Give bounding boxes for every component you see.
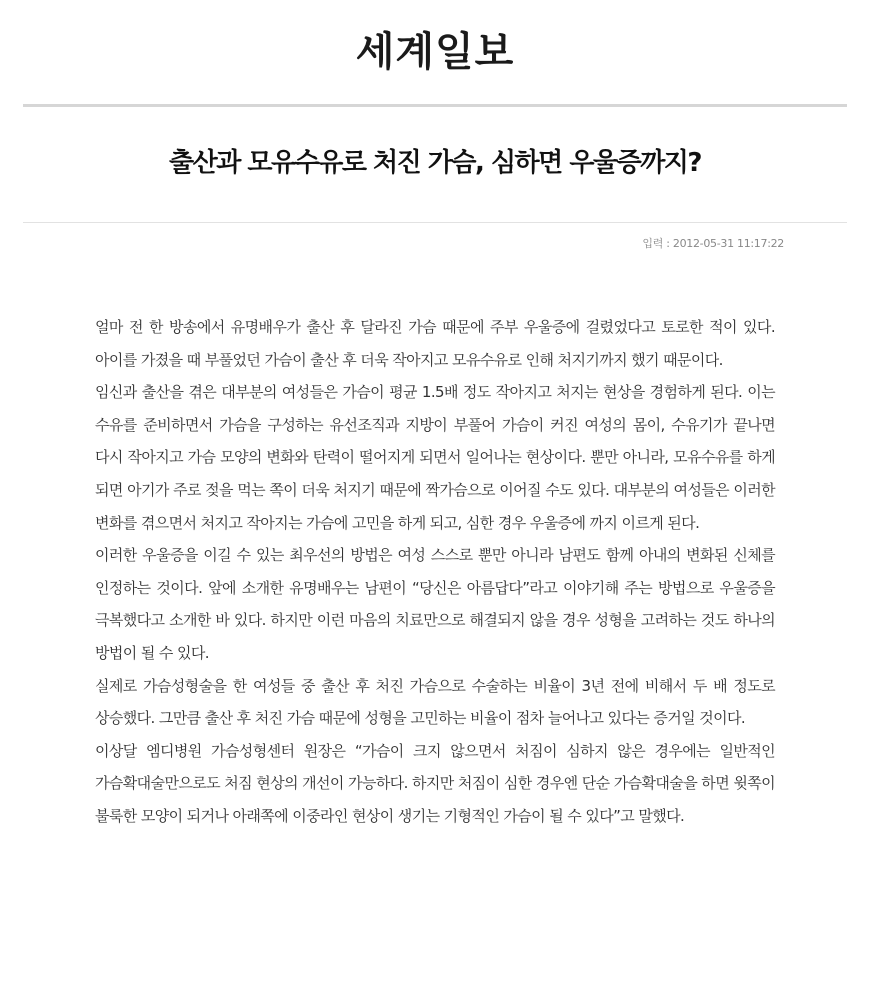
article-paragraph: 임신과 출산을 겪은 대부분의 여성들은 가슴이 평균 1.5배 정도 작아지고 처지는 현상을 경험하게 된다. 이는 수유를 준비하면서 가슴을 구성하는 유선조직과 지방이 부풀어 가슴이 커진 여성의 몸이, 수유기가 끝나면 다시 작아지고 가슴 모양의 변화와 탄력이 떨어지게 되면서 일어나는 현상이다. 뿐만 아니라, 모유수유를 하게 되면 아기가 주로 젖을 먹는 쪽이 더욱 처지기 때문에 짝가슴으로 이어질 수도 있다. 대부분의 여성들은 이러한 변화를 겪으면서 처지고 작아지는 가슴에 고민을 하게 되고, 심한 경우 우울증에 까지 이르게 된다. <box>95 383 775 532</box>
article-body <box>95 311 775 833</box>
article-paragraph: 이상달 엠디병원 가슴성형센터 원장은 “가슴이 크지 않으면서 처짐이 심하지 않은 경우에는 일반적인 가슴확대술만으로도 처짐 현상의 개선이 가능하다. 하지만 처짐이 심한 경우엔 단순 가슴확대술을 하면 윗쪽이 불룩한 모양이 되거나 아래쪽에 이중라인 현상이 생기는 기형적인 가슴이 될 수 있다”고 말했다. <box>95 741 775 825</box>
article-paragraph: 이러한 우울증을 이길 수 있는 최우선의 방법은 여성 스스로 뿐만 아니라 남편도 함께 아내의 변화된 신체를 인정하는 것이다. 앞에 소개한 유명배우는 남편이 “당신은 아름답다”라고 이야기해 주는 방법으로 우울증을 극복했다고 소개한 바 있다. 하지만 이런 마음의 치료만으로 해결되지 않을 경우 성형을 고려하는 것도 하나의 방법이 될 수 있다. <box>95 546 775 662</box>
headline-section <box>23 107 847 223</box>
article-title: 출산과 모유수유로 처진 가슴, 심하면 우울증까지? <box>168 148 702 178</box>
article-date: 입력 : 2012-05-31 11:17:22 <box>642 237 784 250</box>
site-logo[interactable]: 세계일보 <box>355 28 515 75</box>
article-paragraph: 얼마 전 한 방송에서 유명배우가 출산 후 달라진 가슴 때문에 주부 우울증에 걸렸었다고 토로한 적이 있다. 아이를 가졌을 때 부풀었던 가슴이 출산 후 더욱 작아지고 모유수유로 인해 처지기까지 했기 때문이다. <box>95 318 775 369</box>
article-paragraph: 실제로 가슴성형술을 한 여성들 중 출산 후 처진 가슴으로 수술하는 비율이 3년 전에 비해서 두 배 정도로 상승했다. 그만큼 출산 후 처진 가슴 때문에 성형을 고민하는 비율이 점차 늘어나고 있다는 증거일 것이다. <box>95 676 775 728</box>
masthead <box>23 0 847 107</box>
